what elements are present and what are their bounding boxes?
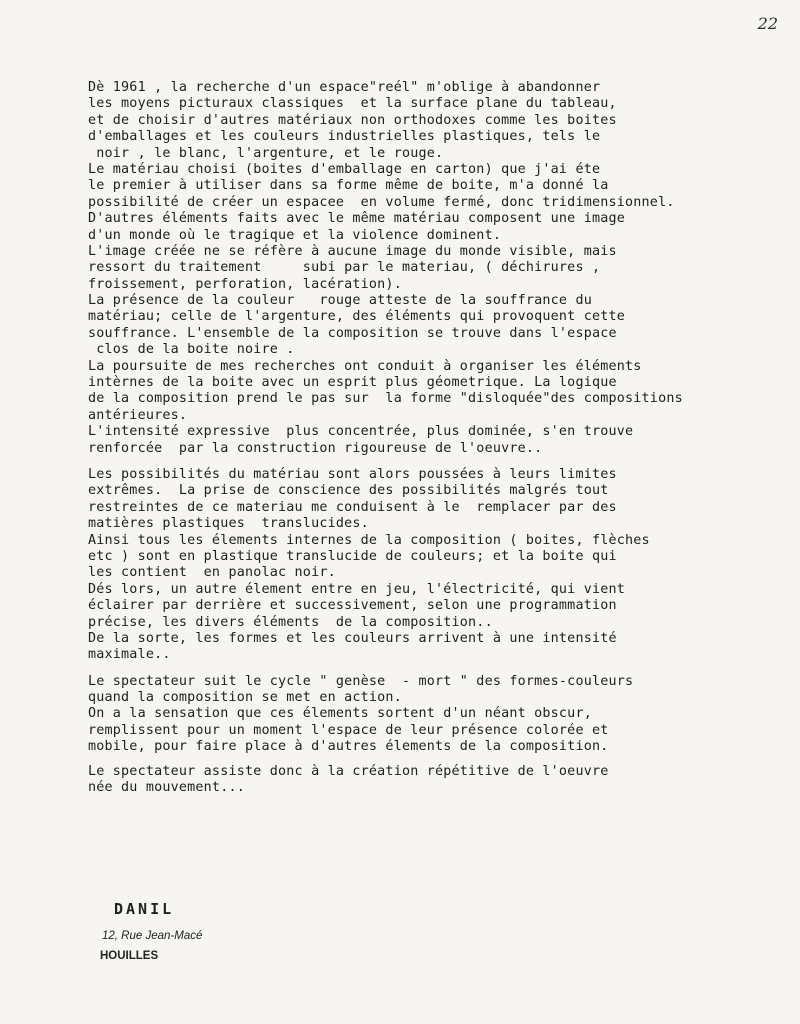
text-line: La présence de la couleur rouge atteste de la souffrance du — [88, 293, 592, 309]
text-line: L'image créée ne se réfère à aucune image du monde visible, mais — [88, 243, 617, 259]
paragraph-3 — [88, 674, 796, 756]
paragraph-gap — [88, 756, 796, 764]
text-line: antérieures. — [88, 407, 188, 423]
paragraph-gap — [88, 457, 796, 467]
text-line: clos de la boite noire . — [88, 342, 295, 358]
page-number: 22 — [757, 14, 778, 33]
letter-body — [88, 80, 796, 796]
text-line: maximale.. — [88, 647, 171, 663]
text-line: De la sorte, les formes et les couleurs arrivent à une intensité — [88, 630, 617, 646]
text-line: noir , le blanc, l'argenture, et le rouge. — [88, 145, 444, 161]
text-line: remplissent pour un moment l'espace de leur présence colorée et — [88, 722, 609, 738]
signature-street: 12, Rue Jean-Macé — [102, 930, 203, 942]
text-line: Ainsi tous les élements internes de la composition ( boites, flèches — [88, 532, 650, 548]
text-line: Le spectateur assiste donc à la création répétitive de l'oeuvre — [88, 763, 609, 779]
text-line: Dés lors, un autre élement entre en jeu, l'électricité, qui vient — [88, 581, 626, 597]
text-line: Dè 1961 , la recherche d'un espace"reél" m'oblige à abandonner — [88, 80, 601, 95]
text-line: ressort du traitement subi par le materiau, ( déchirures , — [88, 260, 601, 276]
signature-name: DANIL — [114, 900, 175, 918]
text-line: matières plastiques translucides. — [88, 516, 369, 532]
text-line: les contient en panolac noir. — [88, 565, 336, 581]
text-line: D'autres éléments faits avec le même matériau composent une image — [88, 211, 626, 227]
text-line: d'emballages et les couleurs industrielles plastiques, tels le — [88, 129, 601, 145]
text-line: intèrnes de la boite avec un esprit plus géometrique. La logique — [88, 375, 617, 391]
text-line: possibilité de créer un espacee en volume fermé, donc tridimensionnel. — [88, 194, 675, 210]
text-line: précise, les divers éléments de la composition.. — [88, 614, 493, 630]
paragraph-gap — [88, 664, 796, 674]
text-line: souffrance. L'ensemble de la composition se trouve dans l'espace — [88, 325, 617, 341]
paragraph-1 — [88, 80, 796, 457]
text-line: La poursuite de mes recherches ont conduit à organiser les éléments — [88, 358, 642, 374]
signature-block — [100, 900, 202, 962]
signature-city: HOUILLES — [100, 950, 159, 962]
text-line: Le spectateur suit le cycle " genèse - mort " des formes-couleurs — [88, 673, 634, 689]
text-line: le premier à utiliser dans sa forme même de boite, m'a donné la — [88, 178, 609, 194]
text-line: renforcée par la construction rigoureuse de l'oeuvre.. — [88, 440, 543, 456]
text-line: etc ) sont en plastique translucide de couleurs; et la boite qui — [88, 548, 617, 564]
text-line: de la composition prend le pas sur la forme "disloquée"des compositions — [88, 391, 683, 407]
paragraph-2 — [88, 467, 796, 664]
text-line: mobile, pour faire place à d'autres élements de la composition. — [88, 739, 609, 755]
text-line: matériau; celle de l'argenture, des éléments qui provoquent cette — [88, 309, 626, 325]
text-line: d'un monde où le tragique et la violence dominent. — [88, 227, 502, 243]
text-line: éclairer par derrière et successivement, selon une programmation — [88, 598, 617, 614]
text-line: extrêmes. La prise de conscience des possibilités malgrés tout — [88, 483, 609, 499]
text-line: Le matériau choisi (boites d'emballage en carton) que j'ai éte — [88, 161, 601, 177]
text-line: Les possibilités du matériau sont alors poussées à leurs limites — [88, 466, 617, 482]
text-line: quand la composition se met en action. — [88, 690, 402, 706]
text-line: L'intensité expressive plus concentrée, plus dominée, s'en trouve — [88, 424, 634, 440]
text-line: les moyens picturaux classiques et la surface plane du tableau, — [88, 96, 617, 112]
paragraph-4 — [88, 764, 796, 797]
text-line: On a la sensation que ces élements sortent d'un néant obscur, — [88, 706, 592, 722]
text-line: et de choisir d'autres matériaux non orthodoxes comme les boites — [88, 112, 617, 128]
text-line: froissement, perforation, lacération). — [88, 276, 402, 292]
text-line: née du mouvement... — [88, 780, 245, 796]
text-line: restreintes de ce materiau me conduisent à le remplacer par des — [88, 499, 617, 515]
